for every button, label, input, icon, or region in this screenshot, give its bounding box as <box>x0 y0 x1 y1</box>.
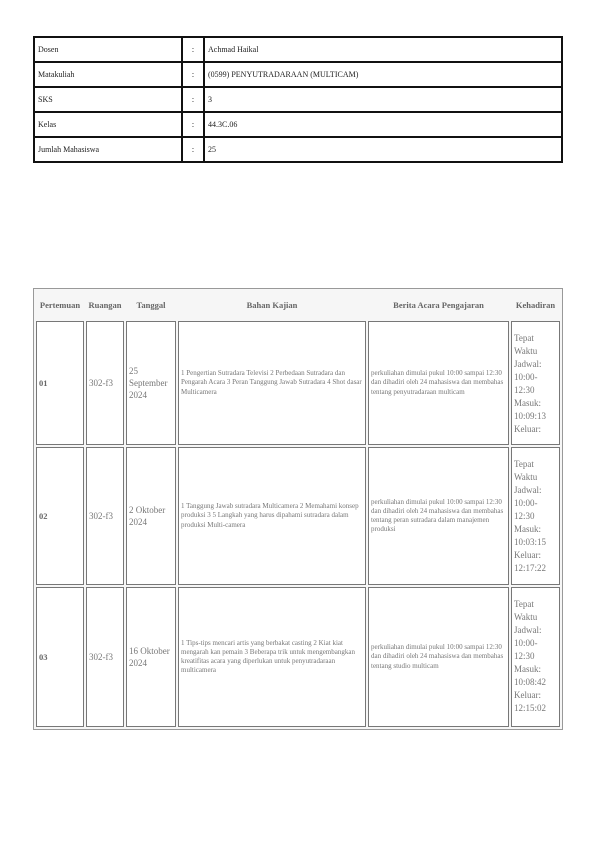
header-kehadiran: Kehadiran <box>515 300 556 310</box>
attendance-checkin: Masuk: 10:08:42 <box>514 664 547 688</box>
ruangan-cell: 302-f3 <box>86 447 124 585</box>
info-row-matakuliah <box>34 62 562 87</box>
tanggal-cell: 25 September 2024 <box>126 321 176 445</box>
info-value: 44.3C.06 <box>204 112 562 137</box>
bahan-kajian-cell: 1 Pengertian Sutradara Televisi 2 Perbedaan Sutradara dan Pengarah Acara 3 Peran Tanggung Jawab Sutradara 4 Shot dasar Multicamera <box>178 321 366 445</box>
header-bahan-kajian: Bahan Kajian <box>246 300 298 310</box>
bahan-kajian-cell: 1 Tips-tips mencari artis yang berbakat casting 2 Kiat kiat mengarah kan pemain 3 Beberapa trik untuk mengembangkan kreatifitas acara yang diperlukan untuk penyutradaraan multicamera <box>178 587 366 727</box>
info-label: Kelas <box>34 112 182 137</box>
lecture-log-table <box>33 288 563 730</box>
info-value: Achmad Haikal <box>204 37 562 62</box>
info-value: 3 <box>204 87 562 112</box>
table-header-row <box>36 291 560 319</box>
attendance-status: Tepat Waktu <box>514 599 538 623</box>
info-separator: : <box>182 62 204 87</box>
berita-acara-cell: perkuliahan dimulai pukul 10:00 sampai 12:30 dan dihadiri oleh 24 mahasiswa dan membahas tentang penyutradaraan multicam <box>368 321 509 445</box>
info-row-jumlah-mahasiswa <box>34 137 562 162</box>
course-info-table <box>33 36 563 163</box>
pertemuan-cell: 03 <box>36 587 84 727</box>
table-row <box>36 321 560 445</box>
info-label: Jumlah Mahasiswa <box>34 137 182 162</box>
attendance-checkout: Keluar: <box>514 424 541 435</box>
kehadiran-cell <box>511 447 560 585</box>
tanggal-cell: 16 Oktober 2024 <box>126 587 176 727</box>
attendance-schedule: Jadwal: 10:00-12:30 <box>514 625 542 662</box>
info-separator: : <box>182 137 204 162</box>
info-separator: : <box>182 112 204 137</box>
header-ruangan: Ruangan <box>88 300 122 310</box>
ruangan-cell: 302-f3 <box>86 587 124 727</box>
info-label: Matakuliah <box>34 62 182 87</box>
table-row <box>36 587 560 727</box>
header-berita-acara: Berita Acara Pengajaran <box>393 300 484 310</box>
berita-acara-cell: perkuliahan dimulai pukul 10:00 sampai 12:30 dan dihadiri oleh 24 mahasiswa dan membahas tentang studio multicam <box>368 587 509 727</box>
attendance-checkout: Keluar: 12:17:22 <box>514 550 547 574</box>
info-label: Dosen <box>34 37 182 62</box>
info-value: (0599) PENYUTRADARAAN (MULTICAM) <box>204 62 562 87</box>
ruangan-cell: 302-f3 <box>86 321 124 445</box>
header-tanggal: Tanggal <box>136 300 166 310</box>
attendance-status: Tepat Waktu <box>514 333 538 357</box>
pertemuan-cell: 01 <box>36 321 84 445</box>
info-value: 25 <box>204 137 562 162</box>
attendance-schedule: Jadwal: 10:00-12:30 <box>514 359 542 396</box>
info-row-kelas <box>34 112 562 137</box>
tanggal-cell: 2 Oktober 2024 <box>126 447 176 585</box>
kehadiran-cell <box>511 587 560 727</box>
info-separator: : <box>182 87 204 112</box>
attendance-checkout: Keluar: 12:15:02 <box>514 690 547 714</box>
attendance-checkin: Masuk: 10:09:13 <box>514 398 547 422</box>
info-label: SKS <box>34 87 182 112</box>
bahan-kajian-cell: 1 Tanggung Jawab sutradara Multicamera 2 Memahami konsep produksi 3 5 Langkah yang harus dipahami sutradara dalam produksi Multi-camera <box>178 447 366 585</box>
attendance-schedule: Jadwal: 10:00-12:30 <box>514 485 542 522</box>
pertemuan-cell: 02 <box>36 447 84 585</box>
info-separator: : <box>182 37 204 62</box>
header-pertemuan: Pertemuan <box>39 300 81 310</box>
attendance-status: Tepat Waktu <box>514 459 538 483</box>
kehadiran-cell <box>511 321 560 445</box>
berita-acara-cell: perkuliahan dimulai pukul 10:00 sampai 12:30 dan dihadiri oleh 24 mahasiswa dan membahas tentang peran sutradara dalam manajemen produksi <box>368 447 509 585</box>
table-row <box>36 447 560 585</box>
info-row-dosen <box>34 37 562 62</box>
info-row-sks <box>34 87 562 112</box>
attendance-checkin: Masuk: 10:03:15 <box>514 524 547 548</box>
